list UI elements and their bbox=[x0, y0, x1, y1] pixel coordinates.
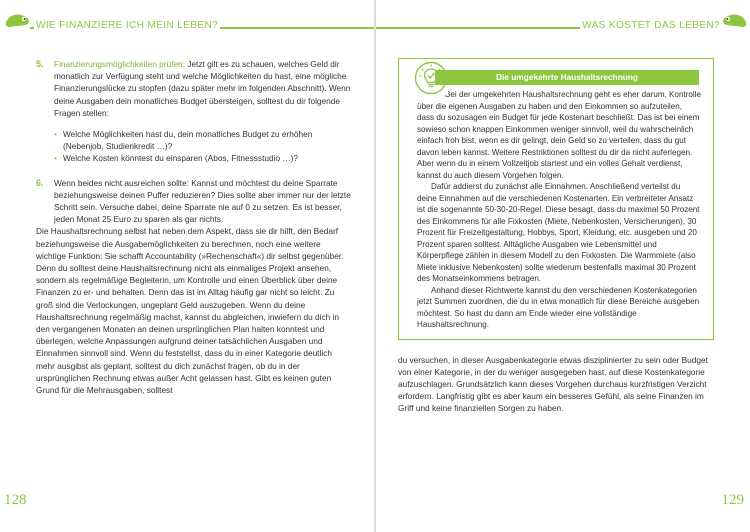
page-number-right: 129 bbox=[721, 492, 744, 508]
page-gutter bbox=[374, 0, 376, 532]
info-box-paragraph: Dafür addierst du zunächst alle Einnahmen. Anschließend verteilst du deine Einnahmen auf die verschiedenen Kostenarten. Ein verbreiteter Ansatz ist die sogenannte 50-30-20-Regel. Diese besagt, dass du maximal 50 Prozent des Einkommens für alle Fixkosten (Miete, Nebenkosten, Versicherungen), 30 Prozent für Freizeitgestaltung, Hobbys, Sport, Kleidung, etc. ausgeben und 20 Prozent sparen solltest. Alltägliche Ausgaben wie Lebensmittel und Körperpflege zählen in diesem Modell zu den Fixkosten. Die Warmmiete (also Miete inklusive Nebenkosten) sollte wiederum bestenfalls maximal 30 Prozent des Monatseinkommens betragen. bbox=[417, 182, 700, 283]
bullet-item: • Welche Kosten könntest du einsparen (Abos, Fitnessstudio …)? bbox=[54, 152, 352, 164]
info-box-paragraph: Anhand dieser Richtwerte kannst du den verschiedenen Kostenkategorien jetzt Summen zuordnen, die du in etwa monatlich für diese Bereiche ausgeben möchtest. So hast du dann am Ende wieder eine vollständige Haushaltsrechnung. bbox=[417, 285, 700, 329]
bullet-item: • Welche Möglichkeiten hast du, dein monatliches Budget zu erhöhen (Nebenjob, Studienkredit …)? bbox=[54, 128, 352, 152]
item-text: Jetzt gilt es zu schauen, welches Geld dir monatlich zur Verfügung steht und welche Möglichkeiten du hast, eine mögliche Finanzierungslücke zu stopfen (dazu später mehr im folgenden Abschnitt). Wenn deine Ausgaben dein monatliches Budget übersteigen, solltest du dir folgende Fragen stellen: bbox=[54, 59, 351, 118]
info-box-body bbox=[417, 89, 701, 331]
list-number: 5. bbox=[36, 59, 44, 69]
running-header-left: WIE FINANZIERE ICH MEIN LEBEN? bbox=[36, 20, 219, 31]
right-page bbox=[398, 58, 714, 415]
chameleon-icon bbox=[720, 9, 748, 31]
info-box bbox=[398, 58, 714, 340]
running-header-right: WAS KOSTET DAS LEBEN? bbox=[582, 20, 720, 31]
body-paragraph: Die Haushaltsrechnung selbst hat neben dem Aspekt, dass sie dir hilft, den Bedarf beziehungsweise die Ausgabemöglichkeiten zu berechnen, noch eine weitere wichtige Funktion: Sie schafft Accountability (»Rechenschaft«) dir selbst gegenüber. Denn du solltest deine Haushaltsrechnung nicht als einmaliges Projekt ansehen, sondern als regelmäßige Begleiterin, um Kontrolle und einen Überblick über deine Finanzen zu er- und behalten. Denn das ist im Alltag häufig gar nicht so leicht. Zu groß sind die Verlockungen, ungeplant Geld auszugeben. Wenn du deine Haushaltsrechnung regelmäßig machst, kannst du abgleichen, inwiefern du dich in den vergangenen Monaten an deinen ursprünglichen Plan halten konntest und überlegen, welche Anpassungen aufgrund deiner tatsächlichen Ausgaben und Einnahmen sinnvoll sind. Wenn du feststellst, dass du in einer Kategorie deutlich mehr ausgibst als geplant, solltest du dich zunächst fragen, ob du in der ursprünglichen Rechnung etwas außer Acht gelassen hast. Gibt es keinen guten Grund für die Mehrausgaben, solltest bbox=[36, 226, 344, 396]
left-page bbox=[36, 58, 352, 396]
item-text: Wenn beides nicht ausreichen sollte: Kannst und möchtest du deine Sparrate beziehungsweise deinen Puffer reduzieren? Dies sollte aber immer nur der letzte Schritt sein. Versuche dabei, deine Sparrate nie auf 0 zu setzen. Es ist besser, jeden Monat 25 Euro zu sparen als gar nichts. bbox=[54, 177, 351, 225]
info-box-paragraph: Bei der umgekehrten Haushaltsrechnung geht es eher darum, Kontrolle über die eigenen Ausgaben zu haben und den Einkommen so aufzuteilen, dass du sozusagen ein Budget für jede Kostenart beschließt. Das ist bei einem sowieso schon knappen Einkommen weniger sinnvoll, weil du wahrscheinlich einfach froh bist, wenn es dir gelingt, dein Geld so zu verteilen, dass du gut davon leben kannst. Weitere Restriktionen solltest du dir da nicht auferlegen. Aber wenn du in einem Vollzeitjob startest und ein volles Gehalt verdienst, kannst du auch diesem Vorgehen folgen. bbox=[417, 90, 702, 180]
item-label: Finanzierungsmöglichkeiten prüfen: bbox=[54, 59, 185, 69]
list-number: 6. bbox=[36, 177, 44, 188]
list-item-6 bbox=[36, 177, 352, 226]
chameleon-icon bbox=[4, 9, 32, 31]
list-item-5 bbox=[36, 58, 352, 119]
info-box-title: Die umgekehrte Haushaltsrechnung bbox=[435, 70, 699, 85]
body-paragraph: du versuchen, in dieser Ausgabenkategorie etwas disziplinierter zu sein oder Budget von einer Kategorie, in der du weniger ausgegeben hast, auf diese Kostenkategorie aufzuschlagen. Grundsätzlich kann dieses Vorgehen durchaus kurzfristigen Verzicht erfordern. Langfristig gibt es aber kaum ein besseres Gefühl, als seine Finanzen im Griff und keine finanziellen Sorgen zu haben. bbox=[398, 354, 708, 414]
bullet-list bbox=[36, 128, 352, 165]
page-number-left: 128 bbox=[4, 492, 27, 508]
